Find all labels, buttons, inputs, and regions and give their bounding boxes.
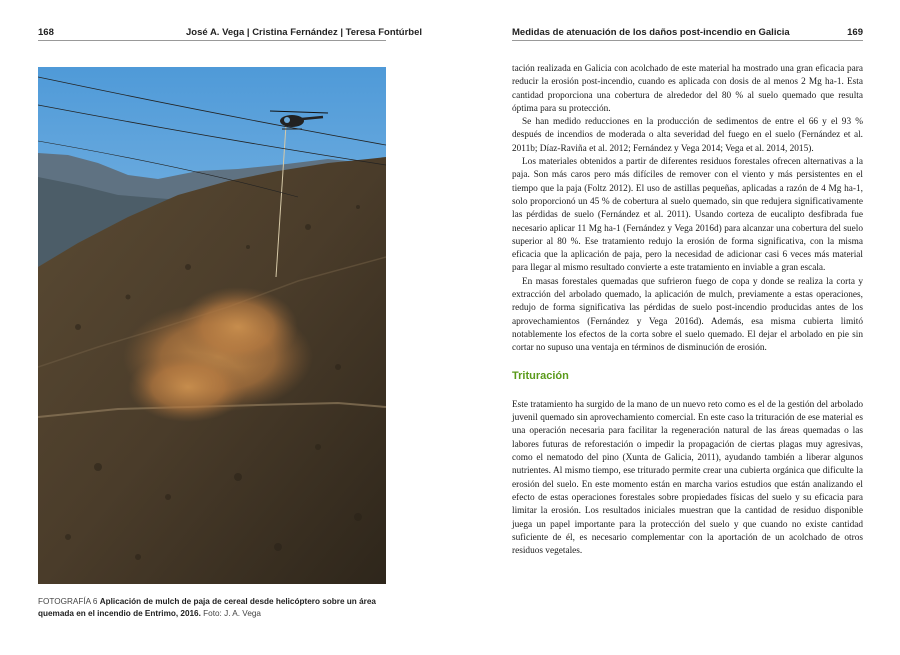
body-text (512, 63, 863, 558)
photo-caption (38, 596, 388, 620)
paragraph: Se han medido reducciones en la producción de sedimentos de entre el 66 y el 93 % después de incendios de moderada o alta severidad del fuego en el suelo (Fernández et al. 2011b; Díaz-Raviña et al. 2012; Fernández y Vega 2014; Vega et al. 2014, 2015). (512, 117, 863, 154)
paragraph: Este tratamiento ha surgido de la mano de un nuevo reto como es el de la gestión del arbolado juvenil quemado sin aprovechamiento comercial. En este caso la trituración de ese material es una operación necesaria para facilitar la regeneración natural de las áreas quemadas o las labores futuras de reforestación o impedir la propagación de ciertas plagas muy agresivas, como el nematodo del pino (Xunta de Galicia, 2011), ayudando también a liberar algunos nutrientes. Al mismo tiempo, ese triturado permite crear una cubierta orgánica que dificulte la erosión del suelo. En este momento están en marcha varios estudios que están analizando el efecto de estas operaciones forestales sobre propiedades físicas del suelo y su eficacia para limitar la erosión. Los resultados iniciales muestran que la cantidad de residuo disponible juega un papel importante para la protección del suelo y que cuando no existe cantidad suficiente de él, es necesario complementar con la aportación de un acolchado de otros residuos vegetales. (512, 399, 863, 557)
paragraph: Los materiales obtenidos a partir de diferentes residuos forestales ofrecen alternativas a la paja. Son más caros pero más difíciles de remover con el viento y más persistentes en el tiempo que la paja (Foltz 2012). El uso de astillas pequeñas, aplicadas a razón de 4 Mg ha-1, solo proporcionó un 45 % de cobertura al suelo quemado, sin que redujera significativamente las pérdidas de suelo (Fernández et al. 2011). Usando corteza de eucalipto desfibrada fue necesario aplicar 11 Mg ha-1 (Fernández y Vega 2016d) para alcanzar una cobertura del suelo superior al 80 %. Ese tratamiento redujo la erosión de forma significativa, con la misma eficacia que la aplicación de paja, pero la necesidad de adicionar casi 6 veces más material para llegar al mismo resultado convierte a este tratamiento en inviable a gran escala. (512, 157, 863, 274)
paragraph: tación realizada en Galicia con acolchado de este material ha mostrado una gran eficacia para reducir la erosión post-incendio, cuando es aplicada con dosis de al menos 2 Mg ha-1. Esta cantidad proporciona una cobertura de alrededor del 80 % al suelo quemado que resulta óptima para su protección. (512, 64, 863, 114)
section-title: Trituración (512, 369, 569, 382)
left-header-rule (38, 40, 386, 41)
right-header-rule (512, 40, 863, 41)
caption-text: Aplicación de mulch de paja de cereal desde helicóptero sobre un área quemada en el incendio de Entrimo, 2016. (38, 597, 376, 618)
right-page (450, 0, 900, 655)
caption-label: FOTOGRAFÍA 6 (38, 597, 98, 606)
caption-credit: Foto: J. A. Vega (203, 609, 261, 618)
paragraph: En masas forestales quemadas que sufrieron fuego de copa y donde se realiza la corta y extracción del arbolado quemado, la aplicación de mulch, previamente a estas operaciones, redujo de forma significativa las pérdidas de suelo post-incendio producidas antes de los aprovechamientos (Fernández y Vega 2016d). Además, esa misma cubierta limitó notablemente los efectos de la corta sobre el suelo quemado. El dejar el arbolado en pie sin cortar no supuso una ventaja en términos de disminución de erosión. (512, 276, 863, 354)
helicopter-mulch-photo (38, 67, 386, 584)
left-page-number: 168 (38, 27, 54, 38)
left-running-head: José A. Vega | Cristina Fernández | Teresa Fontúrbel (186, 27, 423, 38)
right-running-head: Medidas de atenuación de los daños post-incendio en Galicia (512, 27, 790, 38)
right-page-number: 169 (847, 27, 863, 38)
